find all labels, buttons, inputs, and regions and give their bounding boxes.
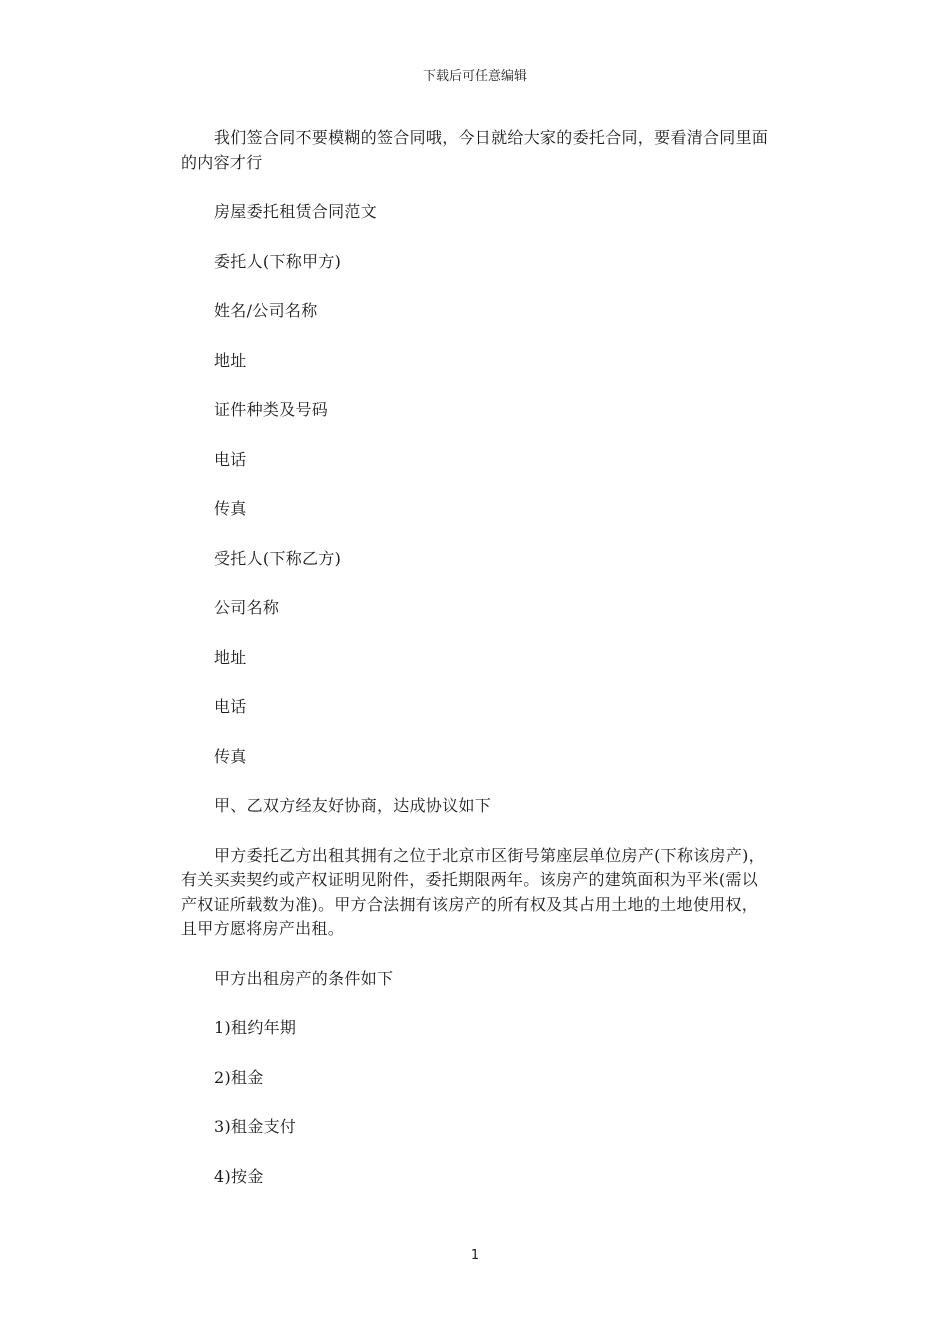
agent-phone-field: 电话 [214,697,247,716]
page-number: 1 [470,1248,480,1263]
agent-fax-field: 传真 [214,746,247,766]
agent-address-field: 地址 [214,647,247,667]
document-body [181,126,771,1189]
principal-name-field: 姓名/公司名称 [214,301,318,320]
entrustment-clause: 甲方委托乙方出租其拥有之位于北京市区街号第座层单位房产(下称该房产)，有关买卖契约或产权证明见附件，委托期限两年。该房产的建筑面积为平米(需以产权证所载数为准)。甲方合法拥有该房产的所有权及其占用土地的土地使用权，且甲方愿将房产出租。 [181,845,765,938]
agent-company-field: 公司名称 [214,598,280,617]
principal-address-field: 地址 [214,350,247,370]
condition-item-deposit: 4)按金 [214,1166,264,1186]
agent-heading: 受托人(下称乙方) [214,548,342,568]
rental-conditions-heading: 甲方出租房产的条件如下 [214,968,394,988]
page-header: 下载后可任意编辑 [422,69,527,84]
intro-paragraph: 我们签合同不要模糊的签合同哦，今日就给大家的委托合同，要看清合同里面的内容才行 [181,128,769,172]
principal-phone-field: 电话 [214,449,247,469]
condition-item-lease-term: 1)租约年期 [214,1018,297,1037]
principal-id-field: 证件种类及号码 [214,400,329,419]
condition-item-rent-payment: 3)租金支付 [214,1117,297,1136]
agreement-intro: 甲、乙双方经友好协商，达成协议如下 [214,796,492,815]
principal-fax-field: 传真 [214,499,247,518]
condition-item-rent: 2)租金 [214,1067,264,1087]
contract-title: 房屋委托租赁合同范文 [214,202,378,221]
principal-heading: 委托人(下称甲方) [214,251,342,271]
